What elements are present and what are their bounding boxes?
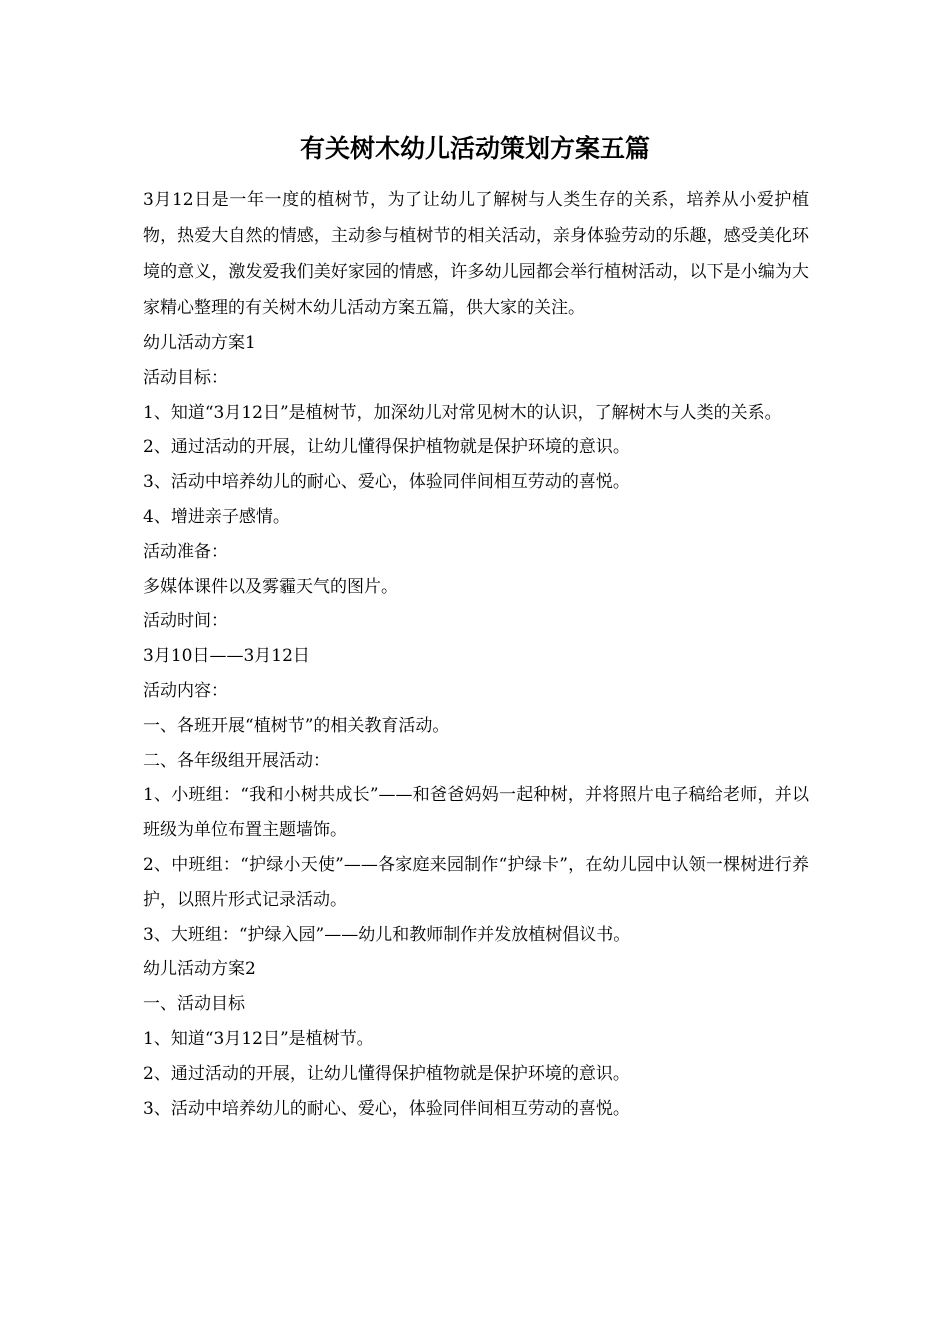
- document-title: 有关树木幼儿活动策划方案五篇: [299, 134, 650, 163]
- middle-class-activity: 2、中班组：“护绿小天使”——各家庭来园制作“护绿卡”，在幼儿园中认领一棵树进行养护，以照片形式记录活动。: [143, 854, 809, 910]
- plan2-goal-item-3: 3、活动中培养幼儿的耐心、爱心，体验同伴间相互劳动的喜悦。: [143, 1098, 630, 1119]
- subheading-activity-content: 活动内容：: [143, 680, 228, 701]
- section-heading-plan-2: 幼儿活动方案2: [143, 959, 256, 980]
- goal-item-3: 3、活动中培养幼儿的耐心、爱心，体验同伴间相互劳动的喜悦。: [143, 472, 630, 493]
- small-class-activity: 1、小班组：“我和小树共成长”——和爸爸妈妈一起种树，并将照片电子稿给老师，并以班级为单位布置主题墙饰。: [143, 785, 809, 841]
- subheading-goals-2: 一、活动目标: [143, 994, 245, 1015]
- subheading-activity-time: 活动时间：: [143, 611, 228, 632]
- goal-item-4: 4、增进亲子感情。: [143, 506, 290, 527]
- plan2-goal-item-1: 1、知道“3月12日”是植树节。: [143, 1028, 374, 1049]
- content-item-2: 二、各年级组开展活动：: [143, 750, 330, 771]
- subheading-activity-preparation: 活动准备：: [143, 541, 228, 562]
- plan2-goal-item-2: 2、通过活动的开展，让幼儿懂得保护植物就是保护环境的意识。: [143, 1063, 630, 1084]
- document-body: [143, 182, 809, 1126]
- activity-time-text: 3月10日——3月12日: [143, 646, 310, 667]
- goal-item-2: 2、通过活动的开展，让幼儿懂得保护植物就是保护环境的意识。: [143, 437, 630, 458]
- content-item-1: 一、各班开展“植树节”的相关教育活动。: [143, 715, 450, 736]
- intro-paragraph: 3月12日是一年一度的植树节，为了让幼儿了解树与人类生存的关系，培养从小爱护植物，热爱大自然的情感，主动参与植树节的相关活动，亲身体验劳动的乐趣，感受美化环境的意义，激发爱我们美好家园的情感，许多幼儿园都会举行植树活动，以下是小编为大家精心整理的有关树木幼儿活动方案五篇，供大家的关注。: [143, 190, 809, 318]
- senior-class-activity: 3、大班组：“护绿入园”——幼儿和教师制作并发放植树倡议书。: [143, 924, 631, 945]
- subheading-activity-goals: 活动目标：: [143, 367, 228, 388]
- goal-item-1: 1、知道“3月12日”是植树节，加深幼儿对常见树木的认识，了解树木与人类的关系。: [143, 402, 782, 423]
- section-heading-plan-1: 幼儿活动方案1: [143, 333, 256, 353]
- preparation-text: 多媒体课件以及雾霾天气的图片。: [143, 576, 398, 597]
